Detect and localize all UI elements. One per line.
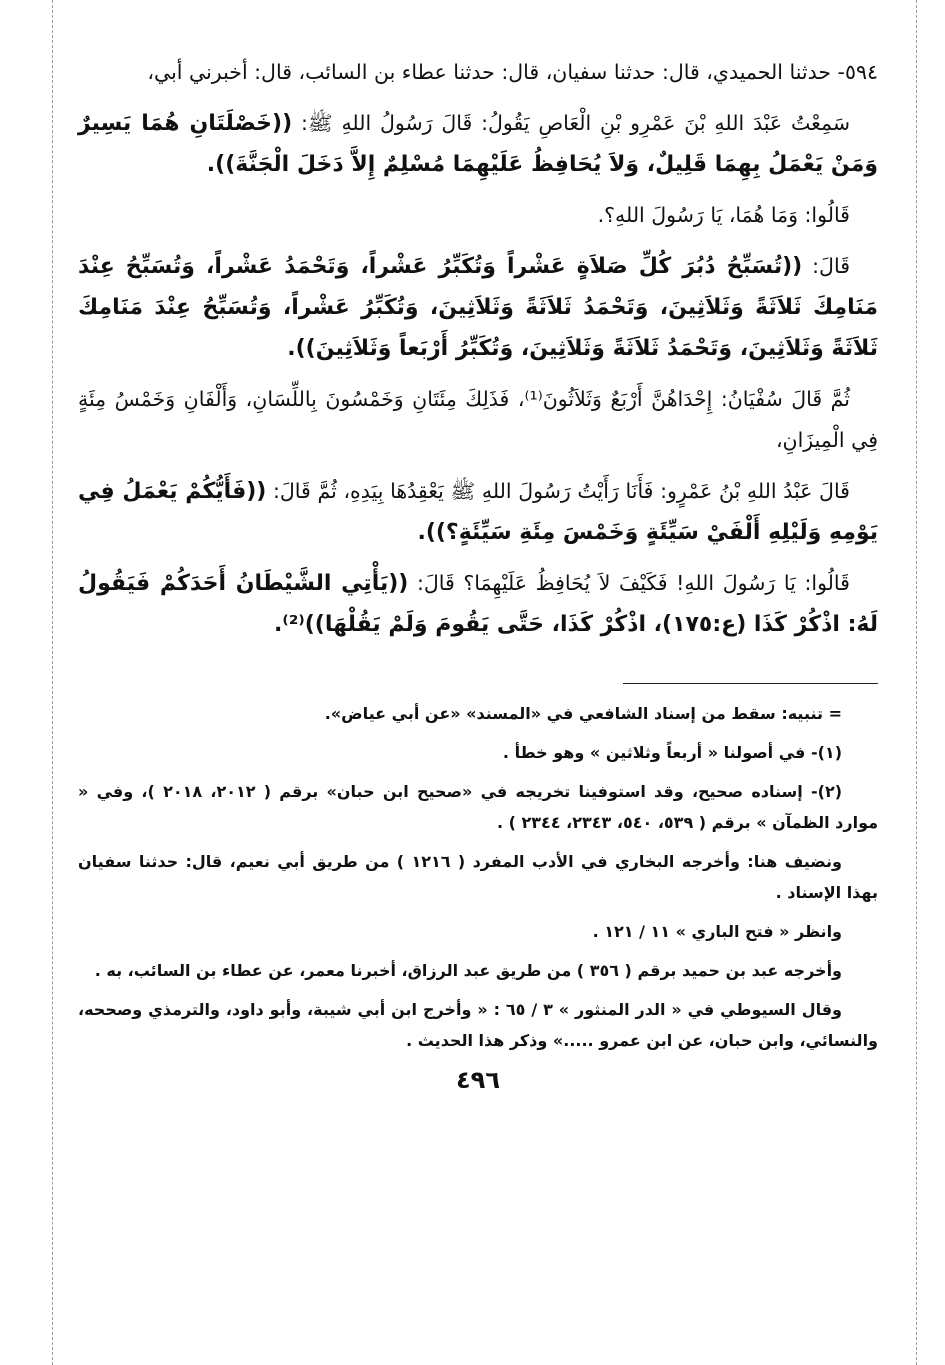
narration-text: سَمِعْتُ عَبْدَ اللهِ بْنَ عَمْرِو بْنِ الْعَاصِ يَقُولُ: قَالَ رَسُولُ اللهِ ﷺ: [292,111,850,135]
footnote-2-suyuti: وقال السيوطي في « الدر المنثور » ٣ / ٦٥ : « وأخرج ابن أبي شيبة، وأبو داود، والترمذي وصححه، والنسائي، وابن حبان، عن ابن عمرو .....» وذكر هذا الحديث . [78,1000,878,1050]
hadith-paragraph-4 [78,563,878,645]
hadith-paragraph-3 [78,471,878,553]
footnote-2-abd-bin-humaid: وأخرجه عبد بن حميد برقم ( ٣٥٦ ) من طريق عبد الرزاق، أخبرنا معمر، عن عطاء بن السائب، به . [94,961,842,980]
footnotes [78,698,878,1056]
book-page [78,52,878,1094]
footnote-2: (٢)- إسناده صحيح، وقد استوفينا تخريجه في «صحيح ابن حبان» برقم ( ٢٠١٢، ٢٠١٨ )، وفي « موارد الظمآن » برقم ( ٥٣٩، ٥٤٠، ٢٣٤٣، ٢٣٤٤ ) . [78,782,878,832]
question-paragraph: قَالُوا: وَمَا هُمَا، يَا رَسُولَ اللهِ؟. [597,203,850,227]
page-number: ٤٩٦ [456,1066,500,1094]
footnote-2-reference: وانظر « فتح الباري » ١١ / ١٢١ . [592,922,842,941]
left-margin-line [52,0,53,1365]
prophetic-speech: ((تُسَبِّحُ دُبُرَ كُلِّ صَلاَةٍ عَشْراً وَتُكَبِّرُ عَشْراً، وَتَحْمَدُ عَشْراً، وَتُسَبِّحُ عِنْدَ مَنَامِكَ ثَلاَثَةً وَثَلاَثِينَ، وَتَحْمَدُ ثَلاَثَةً وَثَلاَثِينَ، وَتُكَبِّرُ عَشْراً، وَتُسَبِّحُ عِنْدَ مَنَامِكَ ثَلاَثَةً وَثَلاَثِينَ، وَتَحْمَدُ ثَلاَثَةً وَثَلاَثِينَ، وَتُكَبِّرُ أَرْبَعاً وَثَلاَثِينَ)). [78,254,878,361]
hadith-text [78,52,878,645]
narration-text: قَالَ: [802,254,850,278]
footnote-continuation: = تنبيه: سقط من إسناد الشافعي في «المسند» «عن أبي عياض». [324,704,842,723]
prophetic-speech: ((فَأَيُّكُمْ يَعْمَلُ فِي يَوْمِهِ وَلَيْلِهِ أَلْفَيْ سَيِّئَةٍ وَخَمْسَ مِئَةِ سَيِّئَةٍ؟)). [78,479,878,545]
prophetic-speech: ((يَأْتِي الشَّيْطَانُ أَحَدَكُمْ فَيَقُولُ لَهُ: اذْكُرْ كَذَا (ع:١٧٥)، اذْكُرْ كَذَا، حَتَّى يَقُومَ وَلَمْ يَقُلْهَا))⁽²⁾. [78,571,878,637]
sufyan-paragraph: ثُمَّ قَالَ سُفْيَانُ: إِحْدَاهُنَّ أَرْبَعٌ وَثَلاَثُونَ⁽¹⁾، فَذَلِكَ مِئَتَانِ وَخَمْسُونَ بِاللِّسَانِ، وَأَلْفَانِ وَخَمْسُ مِئَةٍ فِي الْمِيزَانِ، [78,387,878,452]
hadith-paragraph-1 [78,103,878,185]
footnote-separator [623,683,878,684]
isnad-paragraph: ٥٩٤- حدثنا الحميدي، قال: حدثنا سفيان، قال: حدثنا عطاء بن السائب، قال: أخبرني أبي، [147,60,878,84]
prophetic-speech: ((خَصْلَتَانِ هُمَا يَسِيرٌ وَمَنْ يَعْمَلُ بِهِمَا قَلِيلٌ، وَلاَ يُحَافِظُ عَلَيْهِمَا مُسْلِمٌ إِلاَّ دَخَلَ الْجَنَّةَ)). [78,111,878,177]
footnote-2-addition: ونضيف هنا: وأخرجه البخاري في الأدب المفرد ( ١٢١٦ ) من طريق أبي نعيم، قال: حدثنا سفيان بهذا الإسناد . [78,852,878,902]
narration-text: قَالُوا: يَا رَسُولَ اللهِ! فَكَيْفَ لاَ يُحَافِظُ عَلَيْهِمَا؟ قَالَ: [408,571,850,595]
narration-text: قَالَ عَبْدُ اللهِ بْنُ عَمْرٍو: فَأَنَا رَأَيْتُ رَسُولَ اللهِ ﷺ يَعْقِدُهَا بِيَدِهِ، ثُمَّ قَالَ: [266,479,850,503]
footnote-1: (١)- في أصولنا « أربعاً وثلاثين » وهو خطأ . [502,743,842,762]
right-margin-line [916,0,917,1365]
hadith-paragraph-2 [78,246,878,369]
